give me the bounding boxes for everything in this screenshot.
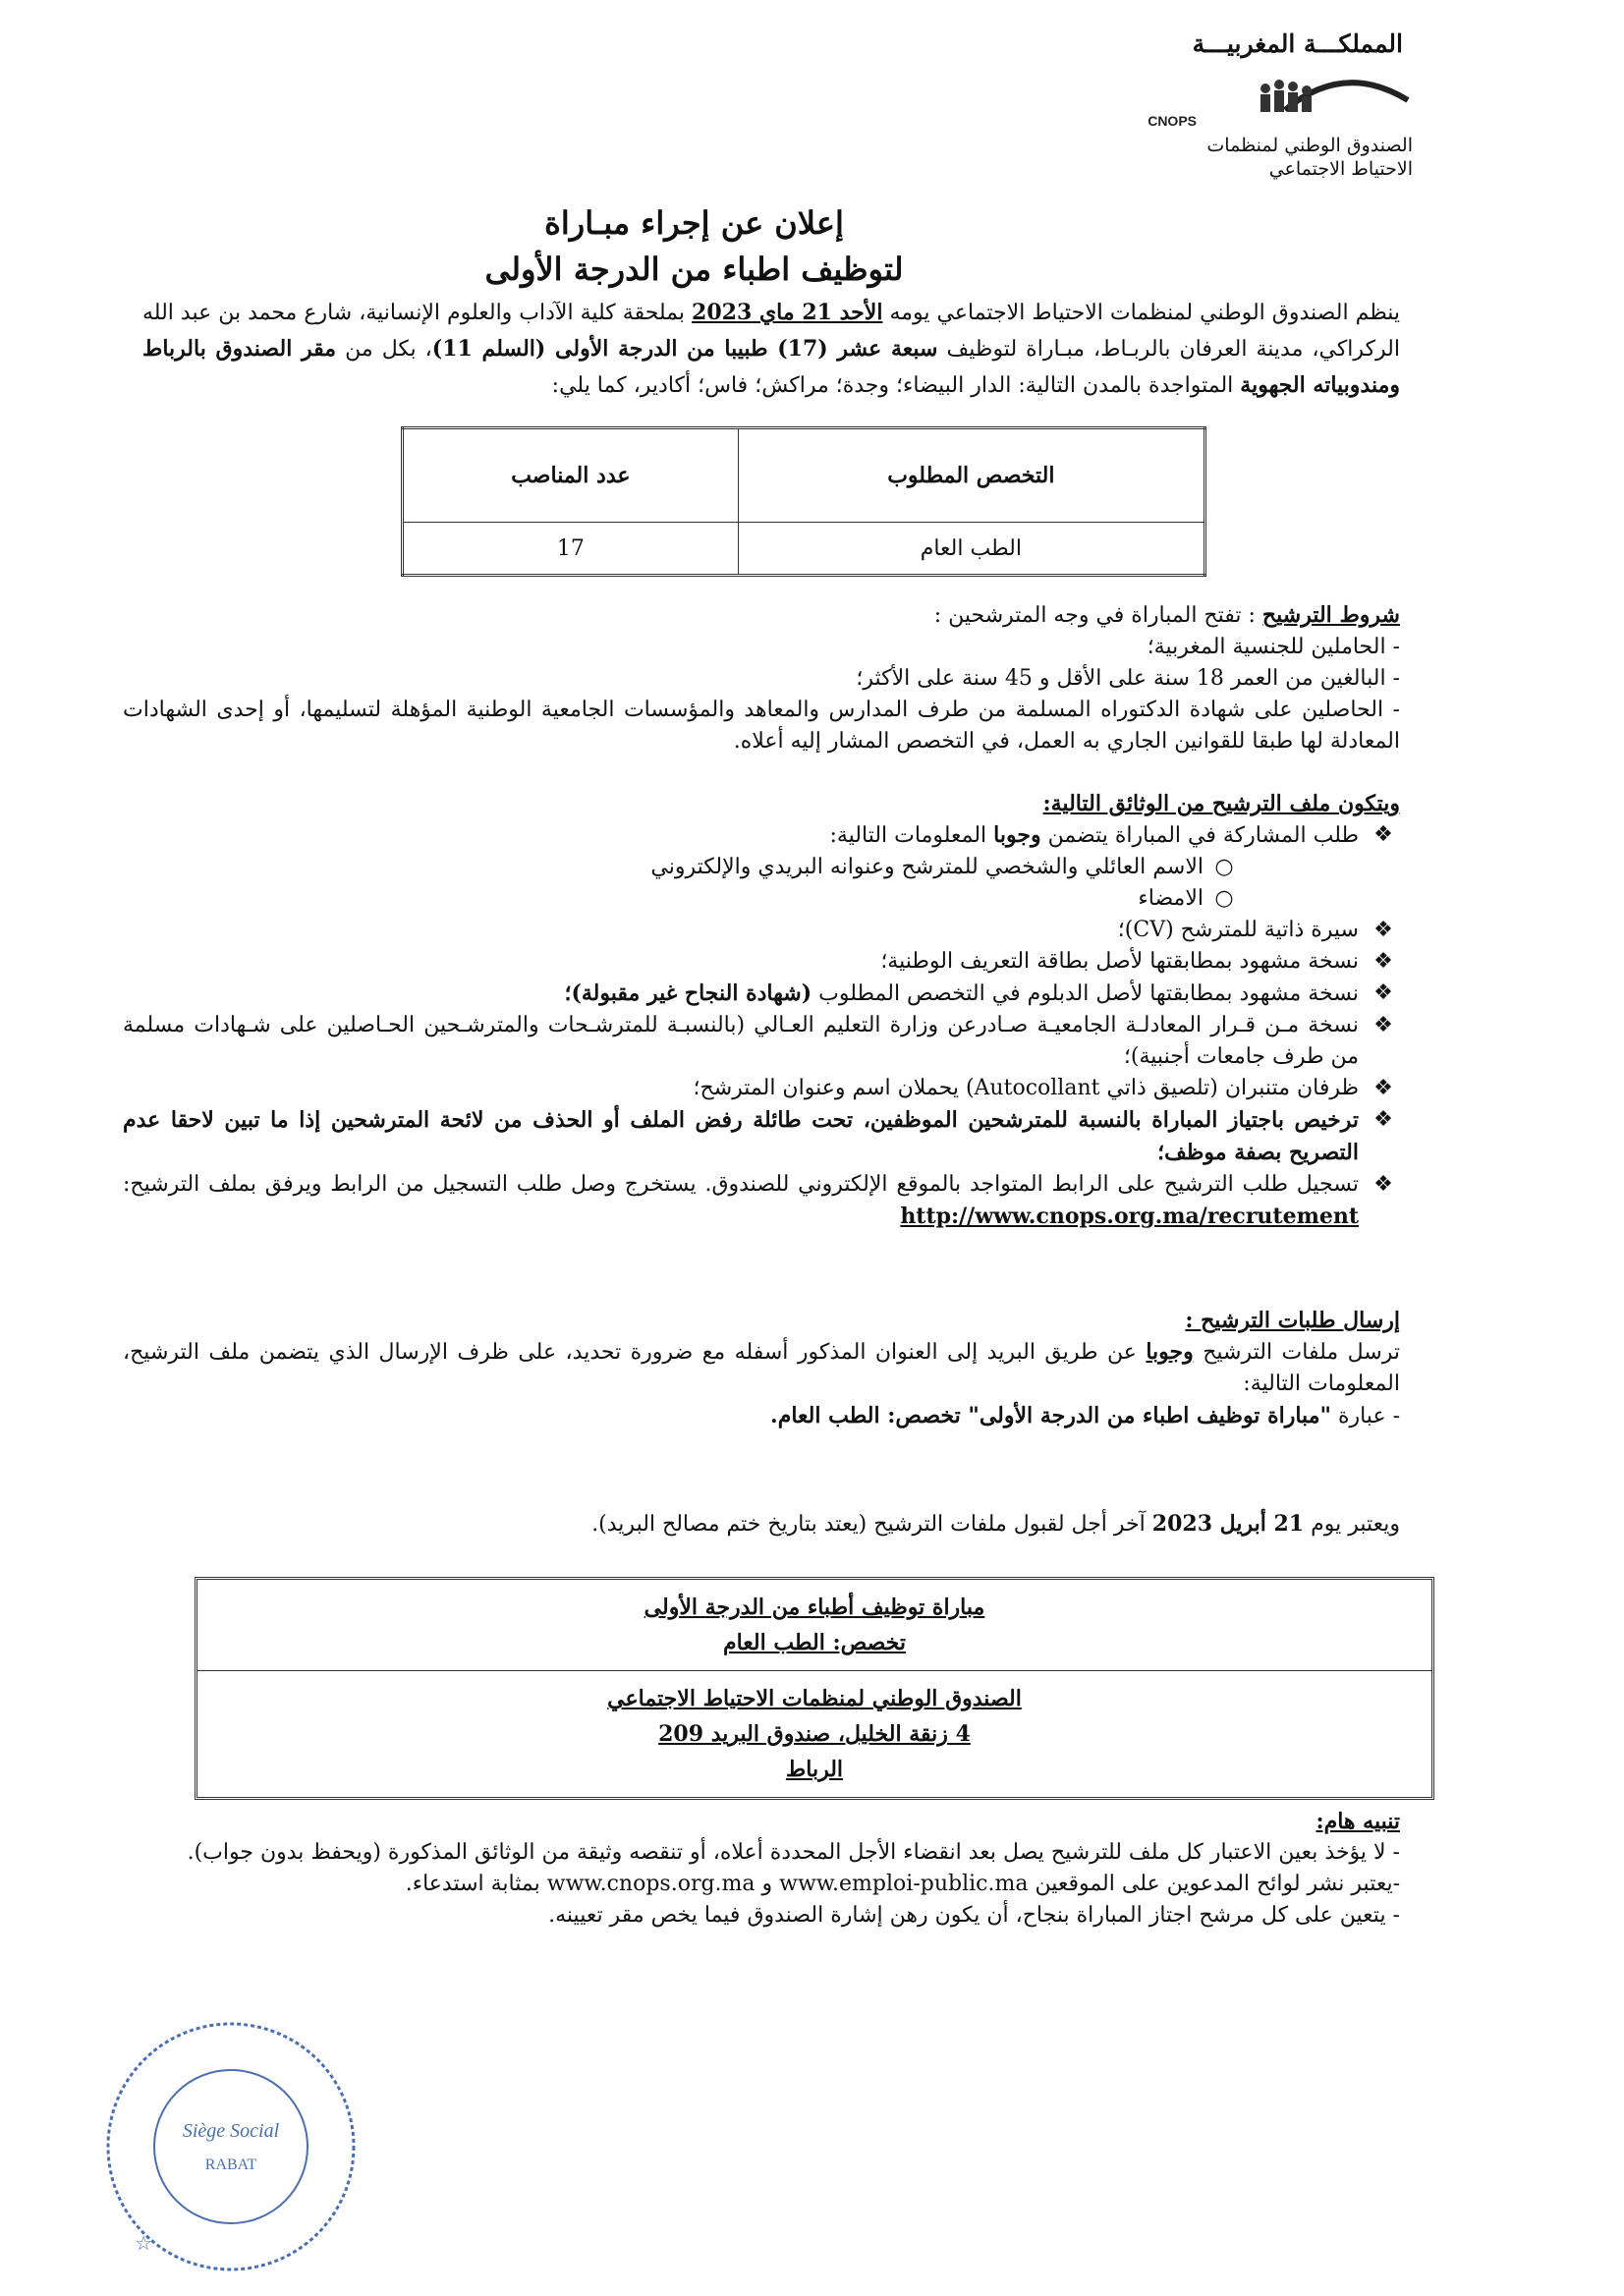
- list-item: [123, 1104, 1400, 1169]
- address-line: 4 زنقة الخليل، صندوق البريد 209: [658, 1721, 971, 1747]
- title-line-1: إعلان عن إجراء مبـاراة: [544, 204, 844, 242]
- item-text: تسجيل طلب الترشيح على الرابط المتواجد بالموقع الإلكتروني للصندوق. يستخرج وصل طلب التسجيل من الرابط ويرفق بملف الترشيح:: [123, 1172, 1359, 1197]
- list-item: [123, 1073, 1400, 1104]
- send-emphasis: وجوبا: [1146, 1339, 1194, 1365]
- deadline-line: [123, 1508, 1400, 1540]
- title-line-2: لتوظيف اطباء من الدرجة الأولى: [484, 251, 904, 288]
- intro-date: الأحد 21 ماي 2023: [692, 300, 883, 325]
- item-text: نسخة مـن قـرار المعادلـة الجامعيـة صـادرعن وزارة التعليم العـالي (بالنسبـة للمترشـحات والمترشـحين الحـاصلين على شـهادات مسلمة من طرف جامعات أجنبية)؛: [123, 1013, 1359, 1069]
- col-posts-header: عدد المناصب: [403, 428, 739, 523]
- posts-cell: 17: [403, 523, 739, 576]
- intro-place: مقر الصندوق بالرباط ومندوبياته الجهوية: [142, 336, 1400, 398]
- official-stamp: [98, 2014, 364, 2279]
- list-item: [123, 978, 1400, 1010]
- logo-caption: [1187, 134, 1413, 181]
- conditions-heading: شروط الترشيح: [1261, 602, 1400, 628]
- star-icon: ☆: [135, 2231, 152, 2255]
- item-emphasis: (شهادة النجاح غير مقبولة)؛: [564, 980, 812, 1006]
- intro-text-2: بملحقة كلية الآداب والعلوم الإنسانية، شارع محمد بن عبد الله الركراكي، مدينة العرفان بالربـاط، مبـاراة لتوظيف: [142, 301, 1400, 362]
- deadline-text: ويعتبر يوم: [1311, 1512, 1400, 1537]
- svg-text:CAISSE NATIONALE des ORGANISME: [98, 2014, 105, 2018]
- stamp-inner-1: Siège Social: [182, 2120, 280, 2142]
- logo-line-2: الاحتياط الاجتماعي: [1268, 158, 1413, 180]
- notice-section: [123, 1806, 1400, 1932]
- send-text: عن طريق البريد إلى العنوان المذكور أسفله مع ضرورة تحديد، على ظرف الإرسال الذي يتضمن ملف الترشيح، المعلومات التالية:: [123, 1340, 1400, 1396]
- condition-item: - الحاملين للجنسية المغربية؛: [1147, 635, 1400, 659]
- circle-bullet-icon: ○: [1214, 886, 1234, 911]
- send-text: ترسل ملفات الترشيح: [1203, 1340, 1400, 1365]
- bullet-icon: ❖: [1373, 1107, 1393, 1132]
- list-item: [123, 1169, 1400, 1233]
- item-emphasis: وجوبا: [993, 822, 1041, 848]
- logo-mark-icon: [1148, 61, 1413, 130]
- circle-bullet-icon: ○: [1214, 855, 1234, 879]
- bullet-icon: ❖: [1373, 1172, 1393, 1197]
- sub-list: [123, 852, 1359, 915]
- list-item: [123, 1010, 1400, 1073]
- stamp-inner-2: RABAT: [204, 2156, 257, 2173]
- col-specialty-header: التخصص المطلوب: [738, 428, 1204, 523]
- bullet-icon: ❖: [1373, 980, 1393, 1005]
- list-item: [123, 852, 1241, 883]
- condition-item: - البالغين من العمر 18 سنة على الأقل و 45 سنة على الأكثر؛: [856, 666, 1400, 691]
- specialty-cell: الطب العام: [738, 523, 1204, 576]
- notice-heading: تنبيه هام:: [1316, 1809, 1400, 1834]
- kingdom-header: المملكـــة المغربيـــة: [1192, 29, 1403, 58]
- table-row: [403, 523, 1205, 576]
- item-text: الاسم العائلي والشخصي للمترشح وعنوانه البريدي والإلكتروني: [650, 855, 1204, 879]
- stamp-seal-icon: [98, 2014, 364, 2279]
- deadline-text: آخر أجل لقبول ملفات الترشيح (يعتد بتاريخ ختم مصالح البريد).: [591, 1512, 1146, 1537]
- intro-count: سبعة عشر (17) طبيبا من الدرجة الأولى (السلم 11): [431, 336, 938, 362]
- item-text: الامضاء: [1138, 886, 1204, 911]
- item-text: نسخة مشهود بمطابقتها لأصل بطاقة التعريف الوطنية؛: [880, 949, 1359, 974]
- intro-text-1: ينظم الصندوق الوطني لمنظمات الاحتياط الاجتماعي يومه: [889, 301, 1401, 325]
- cnops-logo: [1148, 61, 1413, 189]
- send-text: - عبارة: [1337, 1404, 1400, 1428]
- send-heading: إرسال طلبات الترشيح :: [1185, 1308, 1400, 1333]
- item-text: المعلومات التالية:: [829, 823, 987, 848]
- list-item: [123, 819, 1400, 915]
- deadline-date: 21 أبريل 2023: [1151, 1511, 1305, 1537]
- logo-line-1: الصندوق الوطني لمنظمات: [1206, 135, 1413, 156]
- intro-paragraph: [142, 295, 1400, 404]
- list-item: [123, 915, 1400, 946]
- logo-abbr: CNOPS: [1148, 113, 1197, 129]
- documents-list: [123, 819, 1400, 1233]
- conditions-lead: : تفتح المباراة في وجه المترشحين :: [933, 603, 1256, 628]
- specialty-table: [401, 426, 1206, 577]
- item-text: ترخيص باجتياز المباراة بالنسبة للمترشحين الموظفين، تحت طائلة رفض الملف أو الحذف من لائحة المترشحين إذا ما تبين لاحقا عدم التصريح بصفة موظف؛: [123, 1107, 1359, 1165]
- address-line: الصندوق الوطني لمنظمات الاحتياط الاجتماعي: [607, 1686, 1022, 1711]
- bullet-icon: ❖: [1373, 1013, 1393, 1037]
- notice-item: -يعتبر نشر لوائح المدعوين على الموقعين www.emploi-public.ma و www.cnops.org.ma بمثابة استدعاء.: [405, 1872, 1400, 1896]
- bullet-icon: ❖: [1373, 918, 1393, 942]
- item-text: سيرة ذاتية للمترشح (CV)؛: [1117, 918, 1359, 942]
- notice-item: - لا يؤخذ بعين الاعتبار كل ملف للترشيح يصل بعد انقضاء الأجل المحددة أعلاه، أو تنقصه وثيقة من الوثائق المذكورة (ويحفظ بدون جواب).: [187, 1840, 1400, 1865]
- condition-item: - الحاصلين على شهادة الدكتوراه المسلمة من طرف المدارس والمعاهد والمؤسسات الجامعية الوطنية المؤهلة لتسليمها، أو إحدى الشهادات المعادلة لها طبقا للقوانين الجاري به العمل، في التخصص المشار إليه أعلاه.: [123, 698, 1400, 754]
- address-box: [195, 1577, 1434, 1800]
- stamp-outer-text: [98, 2014, 105, 2018]
- file-section: [123, 788, 1400, 1233]
- bullet-icon: ❖: [1373, 1076, 1393, 1100]
- bullet-icon: ❖: [1373, 949, 1393, 974]
- address-line: الرباط: [785, 1757, 844, 1782]
- send-section: [123, 1305, 1400, 1432]
- address-line: تخصص: الطب العام: [722, 1630, 906, 1655]
- file-heading: ويتكون ملف الترشيح من الوثائق التالية:: [1042, 791, 1400, 816]
- notice-item: - يتعين على كل مرشح اجتاز المباراة بنجاح، أن يكون رهن إشارة الصندوق فيما يخص مقر تعيينه.: [548, 1903, 1400, 1928]
- intro-text-4: المتواجدة بالمدن التالية: الدار البيضاء؛ وجدة؛ مراكش؛ فاس؛ أكادير، كما يلي:: [551, 373, 1234, 398]
- list-item: [123, 946, 1400, 978]
- bullet-icon: ❖: [1373, 822, 1393, 847]
- conditions-section: [123, 599, 1400, 757]
- item-text: ظرفان متنبران (تلصيق ذاتي Autocollant) يحملان اسم وعنوان المترشح؛: [693, 1076, 1359, 1100]
- item-text: طلب المشاركة في المباراة يتضمن: [1047, 823, 1359, 848]
- list-item: [123, 883, 1241, 915]
- recruitment-link[interactable]: http://www.cnops.org.ma/recrutement: [900, 1204, 1359, 1229]
- send-emphasis: "مباراة توظيف اطباء من الدرجة الأولى" تخصص: الطب العام.: [770, 1403, 1331, 1428]
- intro-text-3: ، بكل من: [345, 337, 432, 362]
- address-line: مباراة توظيف أطباء من الدرجة الأولى: [644, 1595, 985, 1620]
- item-text: نسخة مشهود بمطابقتها لأصل الدبلوم في التخصص المطلوب: [818, 981, 1359, 1006]
